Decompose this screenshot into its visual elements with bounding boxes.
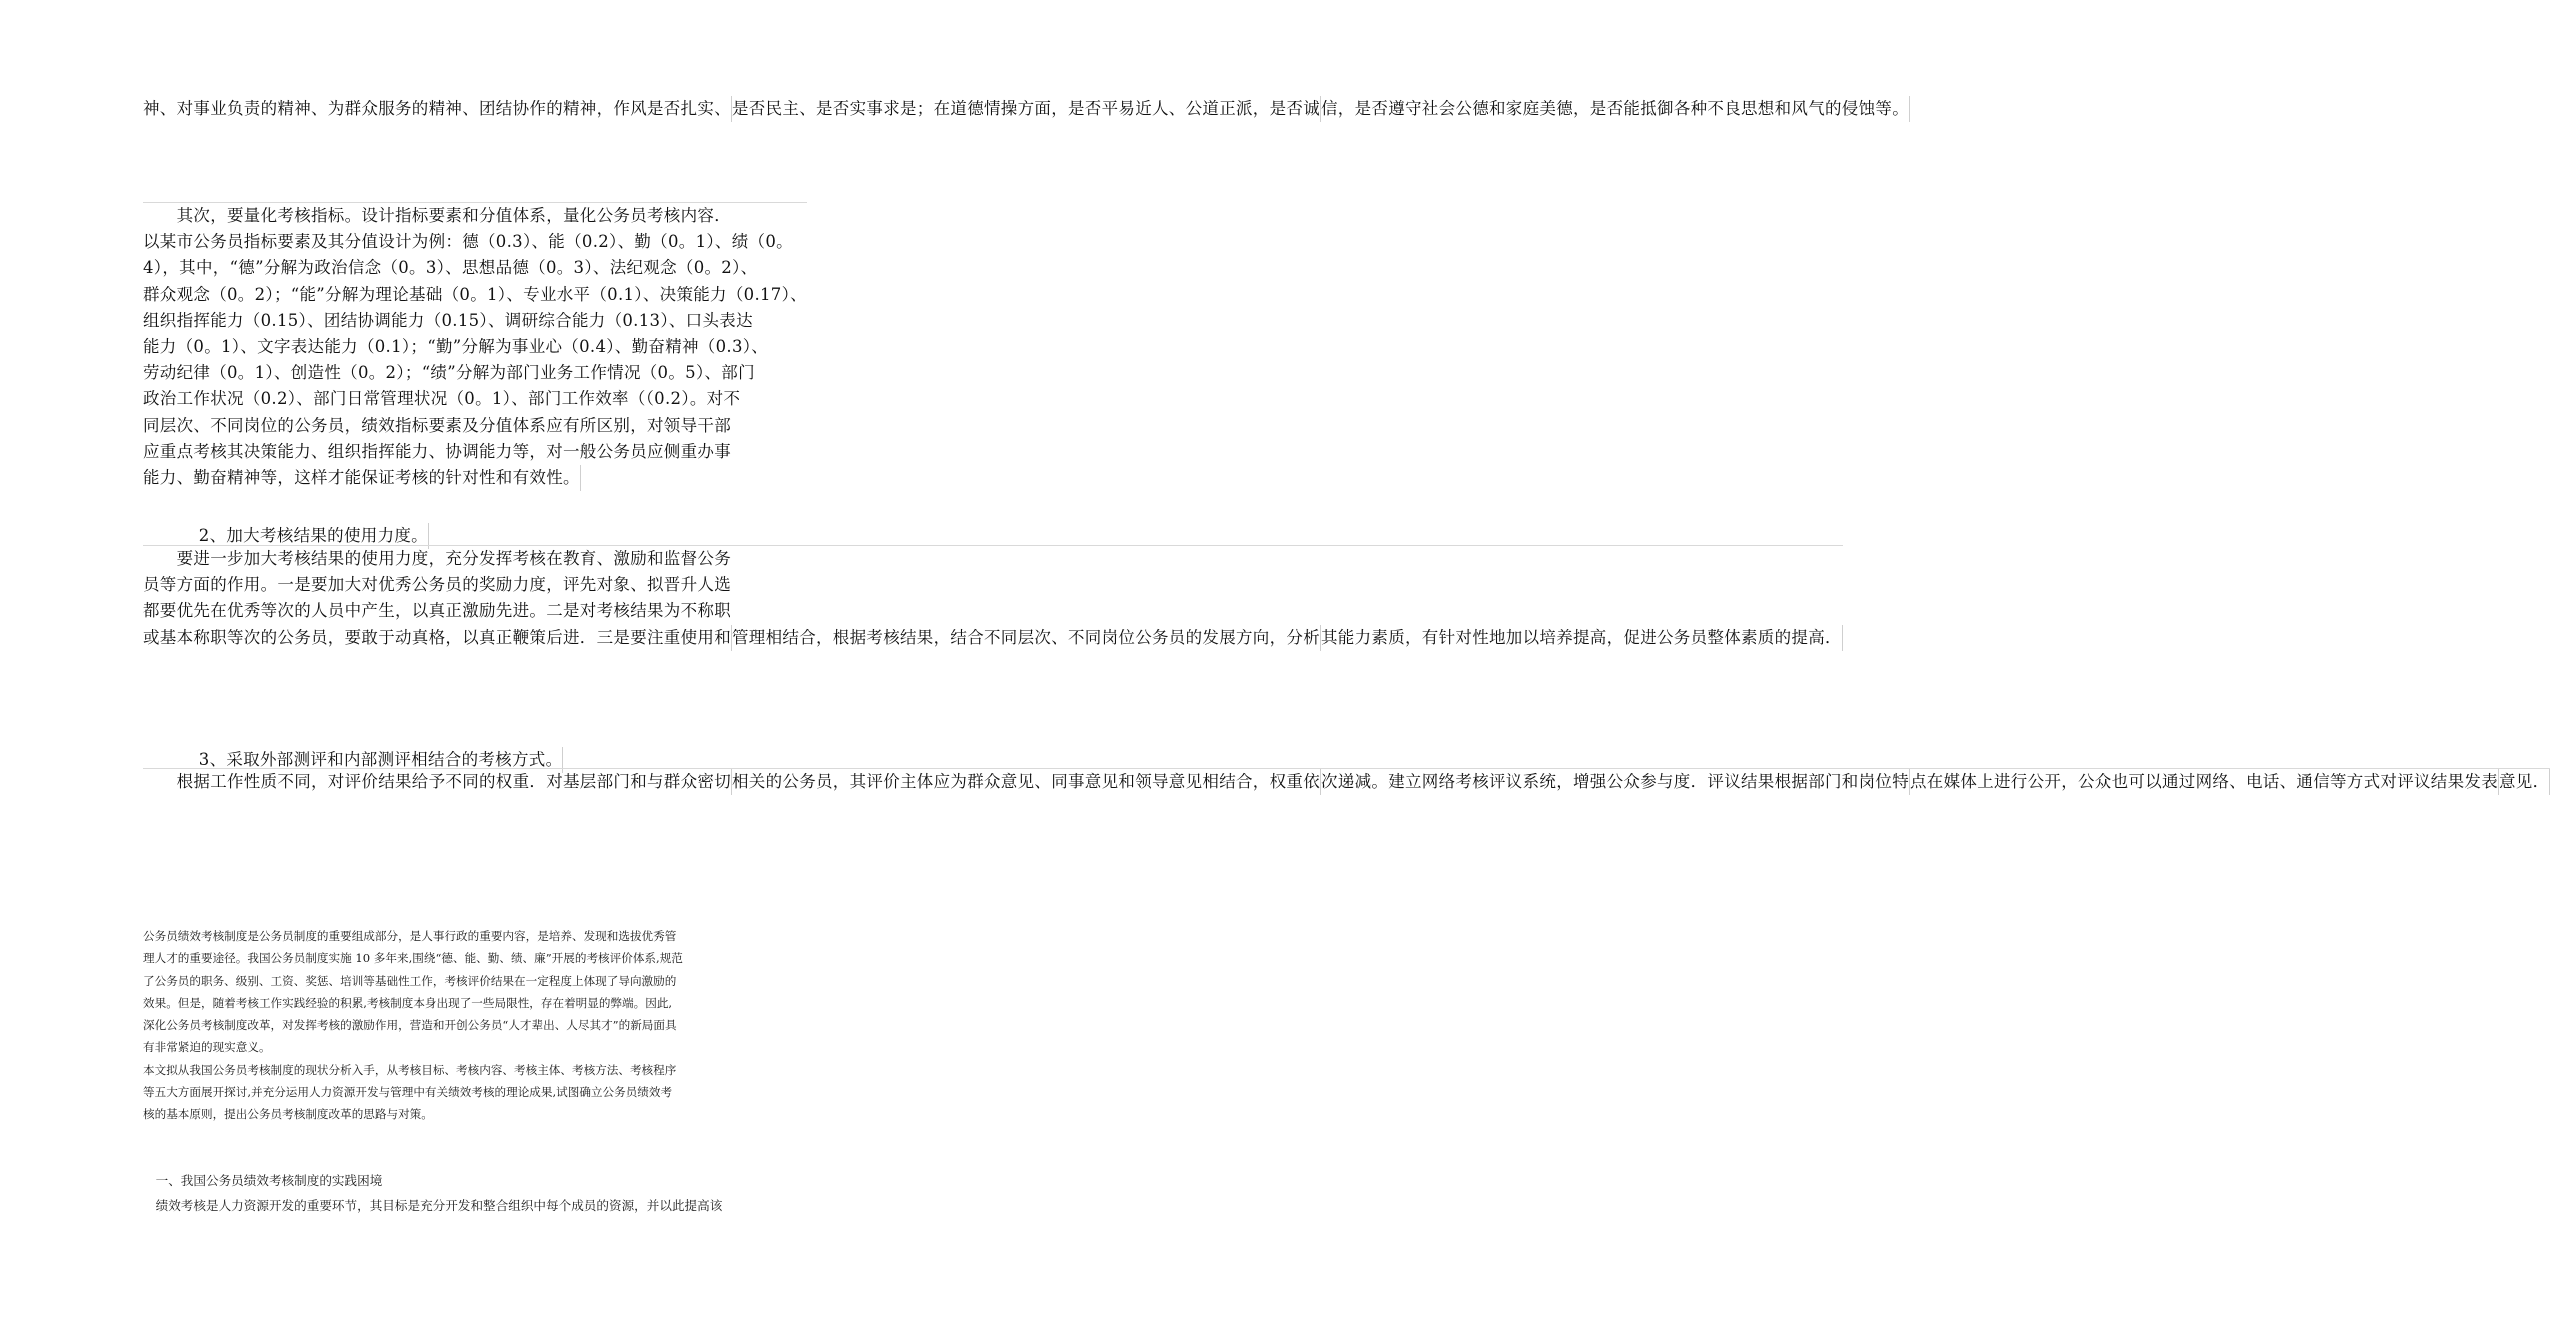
text-line: 管理相结合，根据考核结果，结合不同层次、不同岗位公务员的发展方向，分析 xyxy=(732,625,1321,651)
text-line: 深化公务员考核制度改革，对发挥考核的激励作用，营造和开创公务员“人才辈出、人尽其才”的新局面具 xyxy=(143,1018,677,1033)
section-one-text xyxy=(143,1168,722,1218)
heading-text: 2、加大考核结果的使用力度。 xyxy=(165,523,429,549)
abstract-text xyxy=(143,925,683,1126)
text-line: 一、我国公务员绩效考核制度的实践困境 xyxy=(143,1173,383,1188)
text-line: 能力（0。1）、文字表达能力（0.1）；“勤”分解为事业心（0.4）、勤奋精神（0.3）、 xyxy=(143,336,769,356)
heading-text: 3、采取外部测评和内部测评相结合的考核方式。 xyxy=(165,747,563,773)
text-line: 能力、勤奋精神等，这样才能保证考核的针对性和有效性。 xyxy=(143,465,581,491)
text-line: 本文拟从我国公务员考核制度的现状分析入手，从考核目标、考核内容、考核主体、考核方法、考核程序 xyxy=(143,1062,677,1077)
paragraph-4 xyxy=(143,768,2550,795)
text-line: 信，是否遵守社会公德和家庭美德，是否能抵御各种不良思想和风气的侵蚀等。 xyxy=(1321,96,1910,122)
text-line: 公务员绩效考核制度是公务员制度的重要组成部分，是人事行政的重要内容，是培养、发现和选拔优秀管 xyxy=(143,929,677,943)
paragraph-1 xyxy=(143,96,1910,122)
text-line: 劳动纪律（0。1）、创造性（0。2）；“绩”分解为部门业务工作情况（0。5）、部门 xyxy=(143,363,755,383)
text-line: 点在媒体上进行公开，公众也可以通过网络、电话、通信等方式对评议结果发表 xyxy=(1910,769,2499,795)
text-line: 绩效考核是人力资源开发的重要环节，其目标是充分开发和整合组织中每个成员的资源，并以此提高该 xyxy=(143,1198,723,1213)
text-line: 4），其中，“德”分解为政治信念（0。3）、思想品德（0。3）、法纪观念（0。2）、 xyxy=(143,258,758,278)
text-line: 以某市公务员指标要素及其分值设计为例：德（0.3）、能（0.2）、勤（0。1）、绩（0。 xyxy=(143,232,793,252)
text-line: 都要优先在优秀等次的人员中产生，以真正激励先进。二是对考核结果为不称职 xyxy=(143,601,731,621)
text-line: 意见． xyxy=(2499,769,2550,795)
text-line: 政治工作状况（0.2）、部门日常管理状况（0。1）、部门工作效率（（0.2）。对不 xyxy=(143,389,741,409)
text-line: 核的基本原则，提出公务员考核制度改革的思路与对策。 xyxy=(143,1107,433,1122)
text-line: 组织指挥能力（0.15）、团结协调能力（0.15）、调研综合能力（0.13）、口头表达 xyxy=(143,310,753,330)
text-line: 了公务员的职务、级别、工资、奖惩、培训等基础性工作，考核评价结果在一定程度上体现了导向激励的 xyxy=(143,973,677,988)
text-line: 应重点考核其决策能力、组织指挥能力、协调能力等，对一般公务员应侧重办事 xyxy=(143,441,731,461)
text-line: 理人才的重要途径。我国公务员制度实施 10 多年来,围绕“德、能、勤、绩、廉”开展的考核评价体系,规范 xyxy=(143,951,683,966)
paragraph-3 xyxy=(143,545,1843,651)
text-line: 根据工作性质不同，对评价结果给予不同的权重．对基层部门和与群众密切 xyxy=(143,769,732,795)
text-line: 群众观念（0。2）；“能”分解为理论基础（0。1）、专业水平（0.1）、决策能力（0.17）、 xyxy=(143,284,807,304)
text-line: 神、对事业负责的精神、为群众服务的精神、团结协作的精神，作风是否扎实、 xyxy=(143,96,732,122)
text-line: 要进一步加大考核结果的使用力度，充分发挥考核在教育、激励和监督公务 xyxy=(143,549,731,568)
text-line: 相关的公务员，其评价主体应为群众意见、同事意见和领导意见相结合，权重依 xyxy=(732,769,1321,795)
text-line: 效果。但是，随着考核工作实践经验的积累,考核制度本身出现了一些局限性，存在着明显的弊端。因此, xyxy=(143,995,673,1010)
text-line: 员等方面的作用。一是要加大对优秀公务员的奖励力度，评先对象、拟晋升人选 xyxy=(143,575,731,595)
text-line: 等五大方面展开探讨,并充分运用人力资源开发与管理中有关绩效考核的理论成果,试图确立公务员绩效考 xyxy=(143,1085,673,1100)
text-line: 有非常紧迫的现实意义。 xyxy=(143,1040,271,1055)
text-line: 或基本称职等次的公务员，要敢于动真格，以真正鞭策后进．三是要注重使用和 xyxy=(143,625,732,651)
text-line: 是否民主、是否实事求是；在道德情操方面，是否平易近人、公道正派，是否诚 xyxy=(732,96,1321,122)
text-line: 其次，要量化考核指标。设计指标要素和分值体系，量化公务员考核内容． xyxy=(143,206,731,225)
text-line: 同层次、不同岗位的公务员，绩效指标要素及分值体系应有所区别，对领导干部 xyxy=(143,415,731,435)
text-line: 次递减。建立网络考核评议系统，增强公众参与度．评议结果根据部门和岗位特 xyxy=(1321,769,1910,795)
text-line: 其能力素质，有针对性地加以培养提高，促进公务员整体素质的提高． xyxy=(1321,625,1843,651)
paragraph-2 xyxy=(143,202,807,491)
